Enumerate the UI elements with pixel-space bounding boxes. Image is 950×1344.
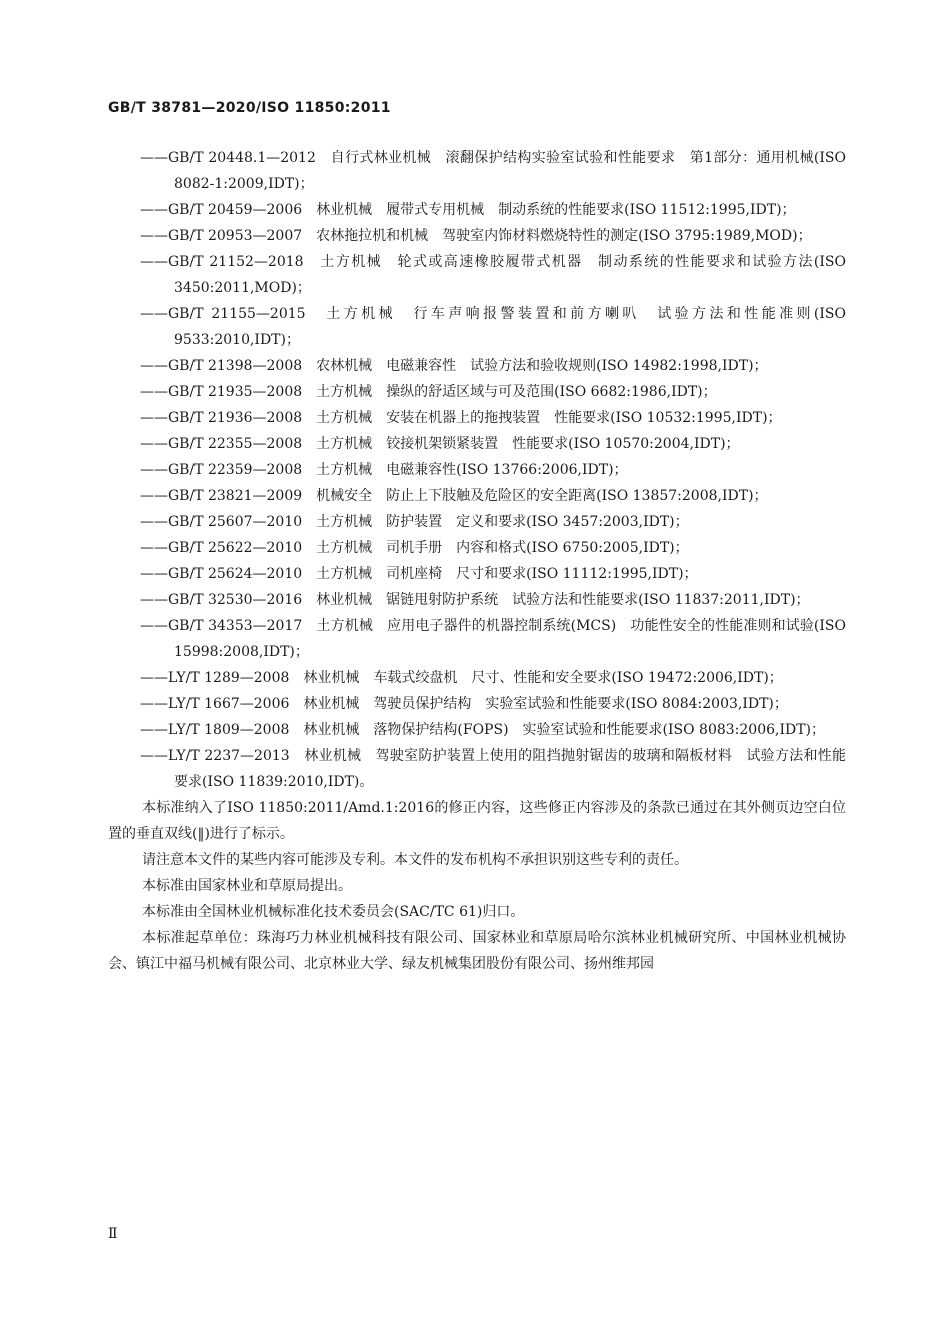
reference-item: ——GB/T 20448.1—2012 自行式林业机械 滚翻保护结构实验室试验和性能要求 第1部分：通用机械(ISO 8082-1:2009,IDT)； [140,150,846,192]
reference-item: ——GB/T 21398—2008 农林机械 电磁兼容性 试验方法和验收规则(ISO 14982:1998,IDT)； [140,358,768,374]
paragraph-patent-notice: 请注意本文件的某些内容可能涉及专利。本文件的发布机构不承担识别这些专利的责任。 [142,852,688,868]
body-paragraphs [108,795,846,977]
reference-item: ——GB/T 34353—2017 土方机械 应用电子器件的机器控制系统(MCS) 功能性安全的性能准则和试验(ISO 15998:2008,IDT)； [140,618,846,660]
reference-list [140,145,846,795]
document-header: GB/T 38781—2020/ISO 11850:2011 [108,100,391,116]
reference-item: ——GB/T 20459—2006 林业机械 履带式专用机械 制动系统的性能要求(ISO 11512:1995,IDT)； [140,202,796,218]
page-number: Ⅱ [108,1226,118,1242]
paragraph-amendment-note: 本标准纳入了ISO 11850:2011/Amd.1:2016的修正内容，这些修正内容涉及的条款已通过在其外侧页边空白位置的垂直双线(‖)进行了标示。 [108,800,846,842]
reference-item: ——GB/T 21155—2015 土方机械 行车声响报警装置和前方喇叭 试验方法和性能准则(ISO 9533:2010,IDT)； [140,306,846,348]
reference-item: ——GB/T 21152—2018 土方机械 轮式或高速橡胶履带式机器 制动系统的性能要求和试验方法(ISO 3450:2011,MOD)； [140,254,846,296]
paragraph-committee: 本标准由全国林业机械标准化技术委员会(SAC/TC 61)归口。 [142,904,525,920]
reference-item: ——GB/T 20953—2007 农林拖拉机和机械 驾驶室内饰材料燃烧特性的测定(ISO 3795:1989,MOD)； [140,228,812,244]
paragraph-proposer: 本标准由国家林业和草原局提出。 [142,878,352,894]
reference-item: ——GB/T 23821—2009 机械安全 防止上下肢触及危险区的安全距离(ISO 13857:2008,IDT)； [140,488,768,504]
reference-item: ——LY/T 1667—2006 林业机械 驾驶员保护结构 实验室试验和性能要求(ISO 8084:2003,IDT)； [140,696,788,712]
reference-item: ——GB/T 21935—2008 土方机械 操纵的舒适区域与可及范围(ISO 6682:1986,IDT)； [140,384,717,400]
reference-item: ——GB/T 32530—2016 林业机械 锯链甩射防护系统 试验方法和性能要求(ISO 11837:2011,IDT)； [140,592,810,608]
reference-item: ——LY/T 2237—2013 林业机械 驾驶室防护装置上使用的阻挡抛射锯齿的玻璃和隔板材料 试验方法和性能要求(ISO 11839:2010,IDT)。 [140,748,846,790]
reference-item: ——GB/T 25607—2010 土方机械 防护装置 定义和要求(ISO 3457:2003,IDT)； [140,514,689,530]
reference-item: ——GB/T 21936—2008 土方机械 安装在机器上的拖拽装置 性能要求(ISO 10532:1995,IDT)； [140,410,782,426]
reference-item: ——LY/T 1289—2008 林业机械 车载式绞盘机 尺寸、性能和安全要求(ISO 19472:2006,IDT)； [140,670,783,686]
reference-item: ——GB/T 25622—2010 土方机械 司机手册 内容和格式(ISO 6750:2005,IDT)； [140,540,689,556]
paragraph-drafting-units: 本标准起草单位：珠海巧力林业机械科技有限公司、国家林业和草原局哈尔滨林业机械研究所、中国林业机械协会、镇江中福马机械有限公司、北京林业大学、绿友机械集团股份有限公司、扬州维邦园 [108,930,846,972]
reference-item: ——GB/T 22359—2008 土方机械 电磁兼容性(ISO 13766:2006,IDT)； [140,462,628,478]
reference-item: ——GB/T 22355—2008 土方机械 铰接机架锁紧装置 性能要求(ISO 10570:2004,IDT)； [140,436,740,452]
reference-item: ——GB/T 25624—2010 土方机械 司机座椅 尺寸和要求(ISO 11112:1995,IDT)； [140,566,698,582]
reference-item: ——LY/T 1809—2008 林业机械 落物保护结构(FOPS) 实验室试验和性能要求(ISO 8083:2006,IDT)； [140,722,826,738]
